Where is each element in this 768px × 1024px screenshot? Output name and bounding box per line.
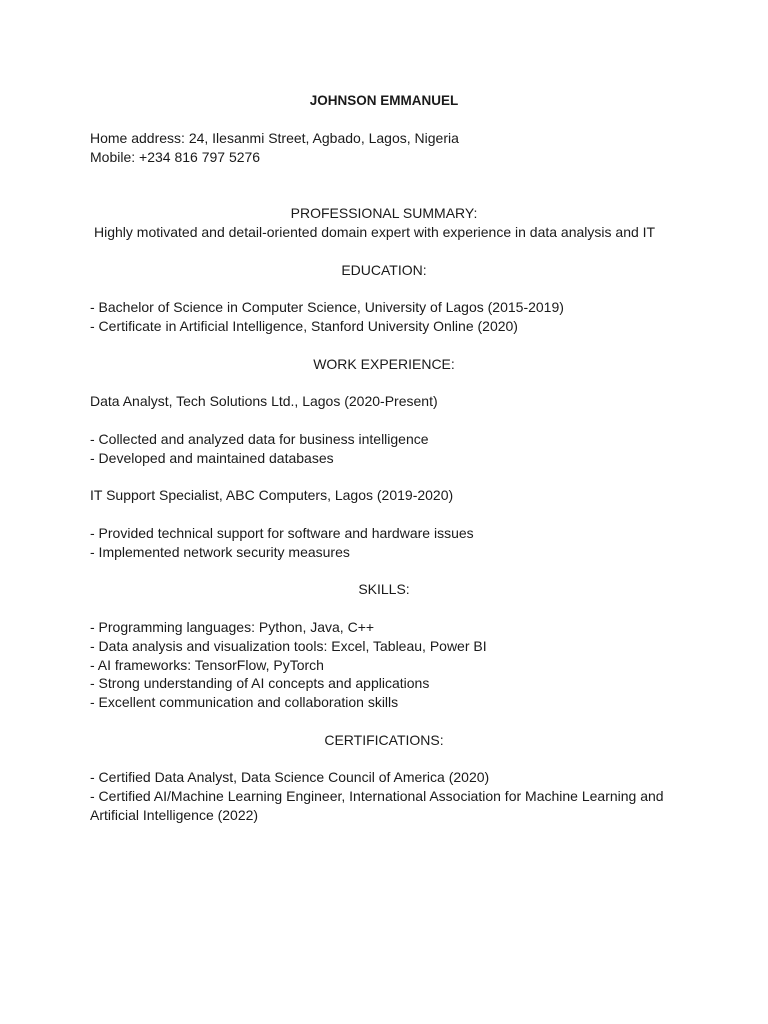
certification-item: - Certified AI/Machine Learning Engineer, International Association for Machine Learning and Artificial Intelligence (2022) — [90, 788, 664, 823]
job-duty: - Collected and analyzed data for business intelligence — [90, 431, 429, 447]
summary-heading: PROFESSIONAL SUMMARY: — [290, 205, 478, 221]
education-item: - Certificate in Artificial Intelligence, Stanford University Online (2020) — [90, 318, 518, 334]
certifications-heading: CERTIFICATIONS: — [324, 732, 444, 748]
education-item: - Bachelor of Science in Computer Science, University of Lagos (2015-2019) — [90, 299, 564, 315]
skill-item: - Data analysis and visualization tools: Excel, Tableau, Power BI — [90, 638, 487, 654]
skill-item: - Strong understanding of AI concepts and applications — [90, 675, 430, 691]
summary-text: Highly motivated and detail-oriented domain expert with experience in data analysis and IT — [94, 224, 656, 240]
home-address: Home address: 24, Ilesanmi Street, Agbado, Lagos, Nigeria — [90, 130, 459, 146]
skills-heading: SKILLS: — [358, 581, 410, 597]
education-heading: EDUCATION: — [341, 262, 427, 278]
job-title: Data Analyst, Tech Solutions Ltd., Lagos (2020-Present) — [90, 393, 438, 409]
job-duty: - Provided technical support for software and hardware issues — [90, 525, 474, 541]
job-duty: - Implemented network security measures — [90, 544, 350, 560]
job-title: IT Support Specialist, ABC Computers, Lagos (2019-2020) — [90, 487, 454, 503]
work-heading: WORK EXPERIENCE: — [313, 356, 455, 372]
skill-item: - Programming languages: Python, Java, C++ — [90, 619, 375, 635]
candidate-name: JOHNSON EMMANUEL — [309, 93, 459, 108]
mobile-number: Mobile: +234 816 797 5276 — [90, 149, 261, 165]
skill-item: - AI frameworks: TensorFlow, PyTorch — [90, 657, 324, 673]
job-duty: - Developed and maintained databases — [90, 450, 334, 466]
skill-item: - Excellent communication and collaboration skills — [90, 694, 399, 710]
certification-item: - Certified Data Analyst, Data Science Council of America (2020) — [90, 769, 490, 785]
